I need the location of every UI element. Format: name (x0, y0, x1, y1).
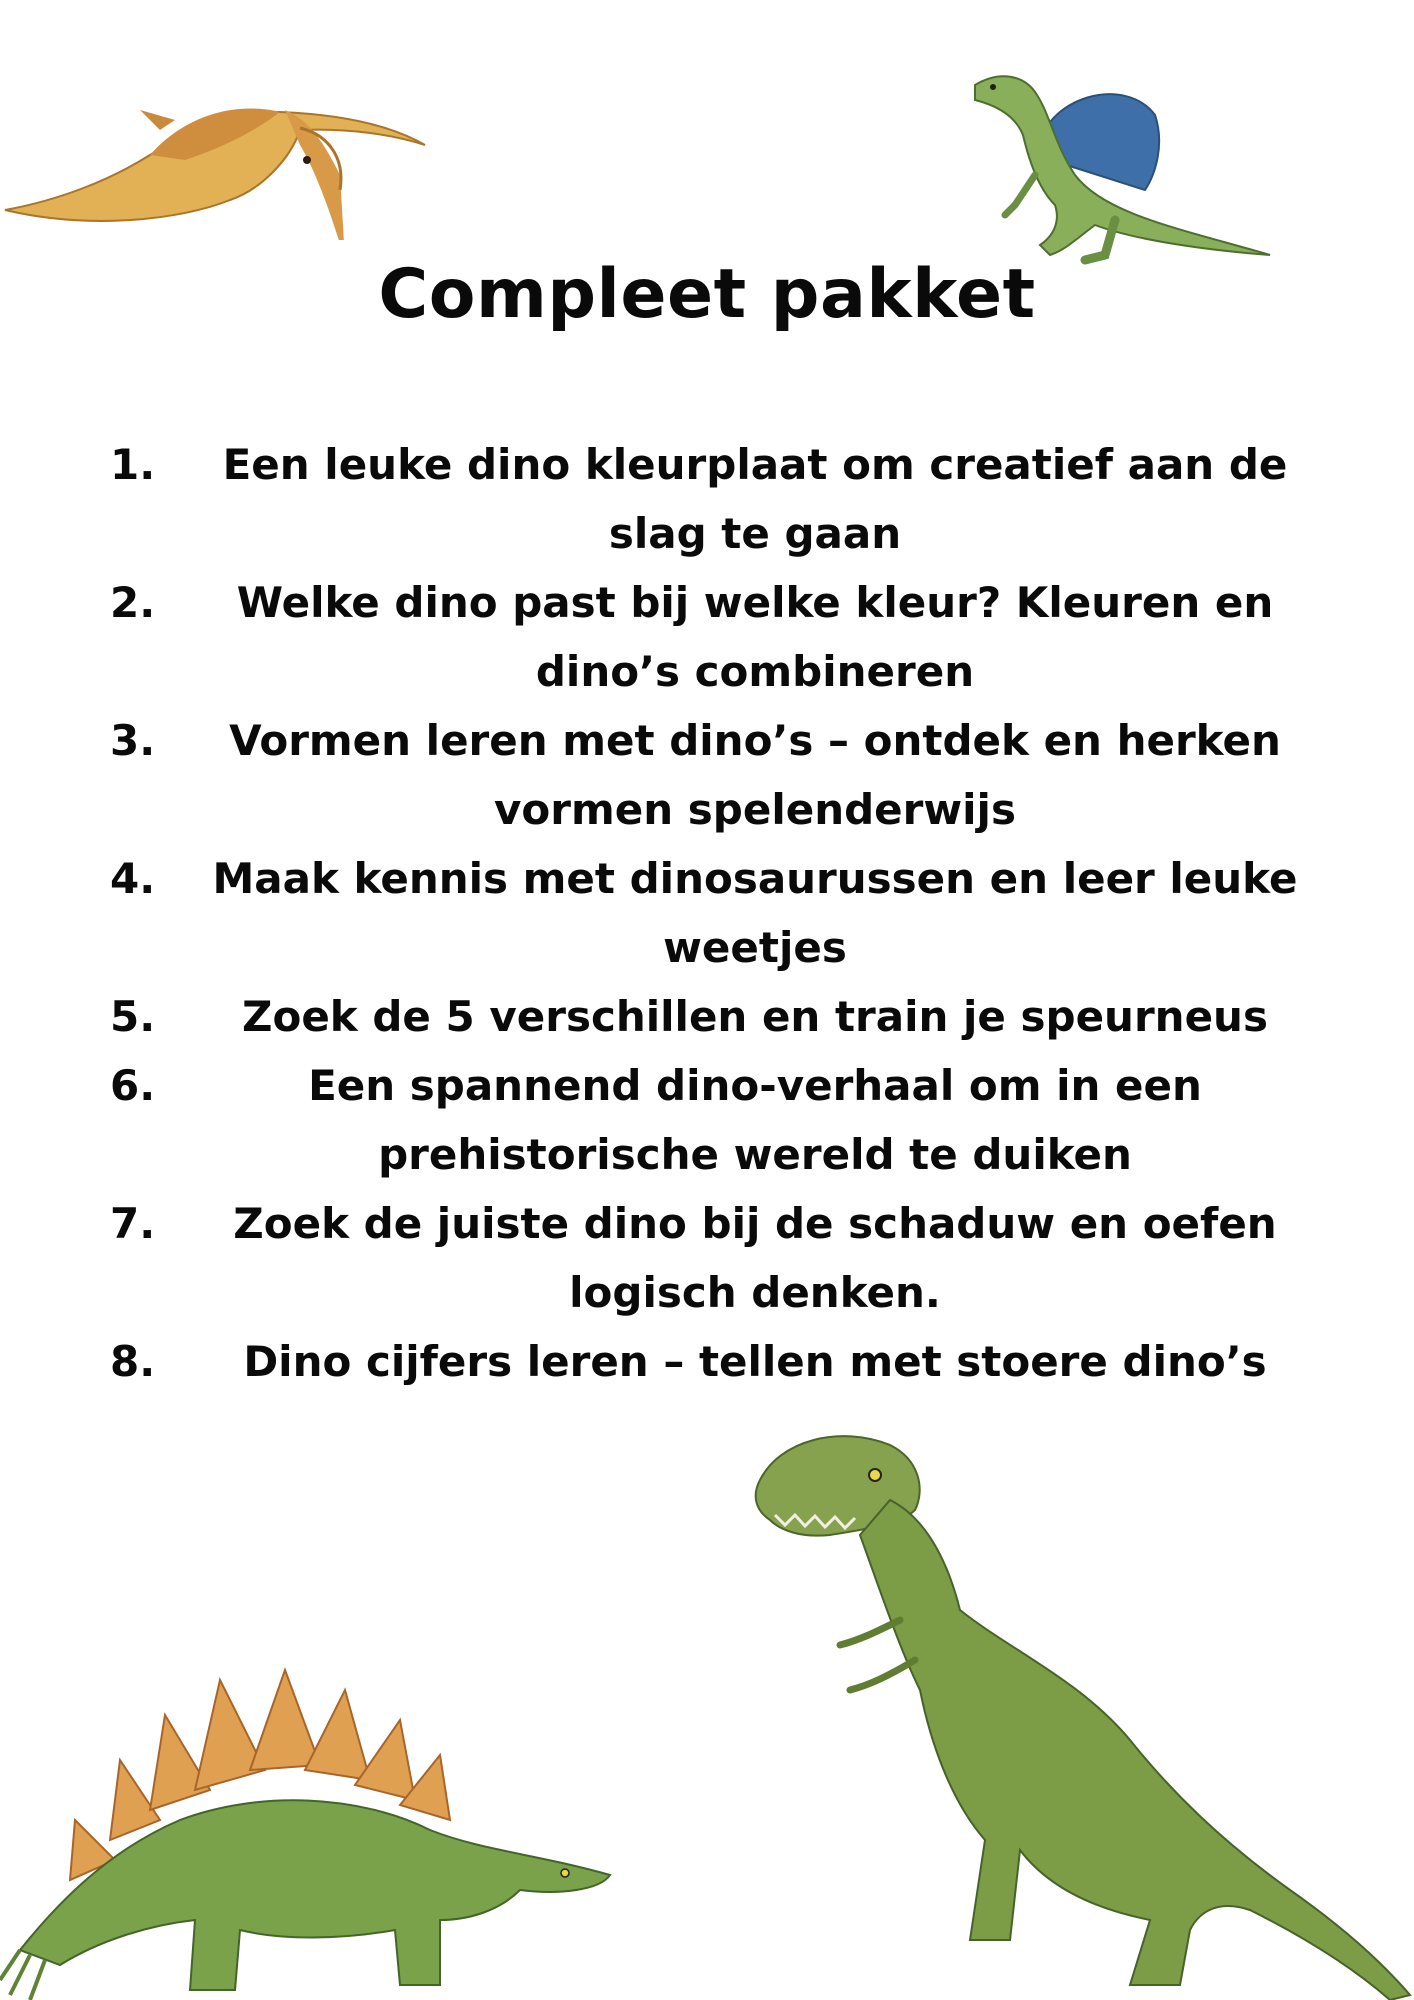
list-item (0, 982, 1414, 1051)
list-item (0, 1189, 1414, 1327)
list-item-text: Zoek de 5 verschillen en train je speurneus (242, 992, 1268, 1041)
list-item-number: 1. (110, 440, 156, 489)
list-item (0, 568, 1414, 706)
list-item-number: 6. (110, 1061, 156, 1110)
list-item (0, 1051, 1414, 1189)
list-item-number: 7. (110, 1199, 156, 1248)
list-item (0, 1327, 1414, 1396)
stegosaurus-illustration (0, 1620, 640, 2000)
spinosaurus-illustration (955, 55, 1275, 265)
list-item-number: 5. (110, 992, 156, 1041)
package-list (0, 430, 1414, 1396)
list-item-text: Zoek de juiste dino bij de schaduw en oefen logisch denken. (233, 1199, 1277, 1317)
page-title: Compleet pakket (378, 255, 1036, 334)
list-item-number: 3. (110, 716, 156, 765)
list-item-number: 4. (110, 854, 156, 903)
list-item-text: Maak kennis met dinosaurussen en leer leuke weetjes (212, 854, 1298, 972)
list-item-text: Vormen leren met dino’s – ontdek en herken vormen spelenderwijs (229, 716, 1281, 834)
t-rex-illustration (750, 1420, 1414, 2000)
list-item (0, 706, 1414, 844)
list-item-number: 8. (110, 1337, 156, 1386)
pterosaur-illustration (0, 50, 440, 240)
list-item (0, 844, 1414, 982)
list-item-number: 2. (110, 578, 156, 627)
list-item (0, 430, 1414, 568)
list-item-text: Een leuke dino kleurplaat om creatief aan de slag te gaan (222, 440, 1288, 558)
list-item-text: Welke dino past bij welke kleur? Kleuren en dino’s combineren (236, 578, 1274, 696)
list-item-text: Dino cijfers leren – tellen met stoere dino’s (243, 1337, 1267, 1386)
list-item-text: Een spannend dino-verhaal om in een prehistorische wereld te duiken (308, 1061, 1202, 1179)
